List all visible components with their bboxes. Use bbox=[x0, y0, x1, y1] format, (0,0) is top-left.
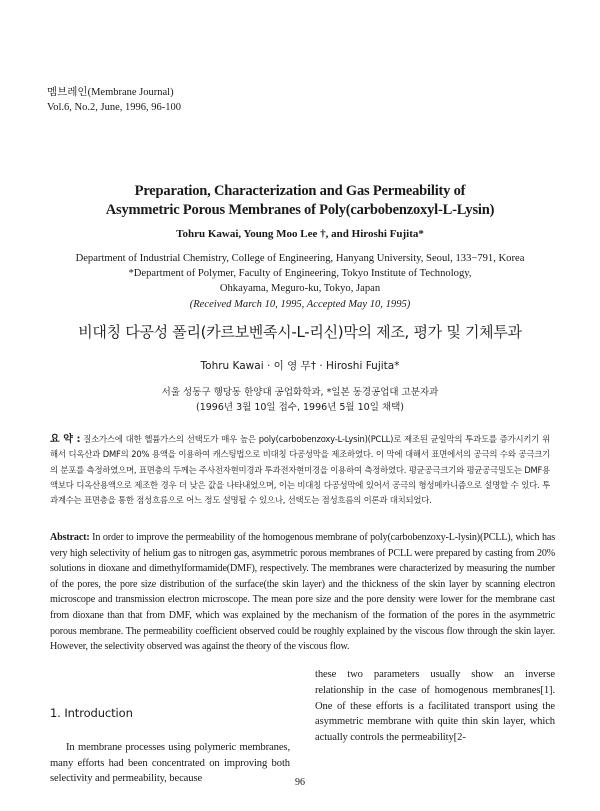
affiliation-2: *Department of Polymer, Faculty of Engineering, Tokyo Institute of Technology, bbox=[128, 268, 472, 280]
intro-paragraph-right: these two parameters usually show an inverse relationship in the case of homogenous membranes[1]. One of these efforts is a facilitated transport using the asymmetric membrane with quite thin skin layer, which actually controls the permeability[2- bbox=[315, 669, 555, 744]
intro-paragraph-left: In membrane processes using polymeric membranes, many efforts had been concentrated on improving both selectivity and permeability, because bbox=[50, 741, 290, 785]
abstract-text: In order to improve the permeability of the homogenous membrane of poly(carbobenzoxy-L-lysin)(PCLL), which has very high selectivity of helium gas to nitrogen gas, asymmetric porous membranes of PCLL were prepared by casting from 20% solutions in dioxane and dimethylformamide(DMF), respectively. The membranes were characterized by measuring the number of the pores, the pore size distribution of the surface(the skin layer) and the thickness of the skin layer by scanning electron microscope and transmission electron microscope. The mean pore size and the pore density were lower for the membrane cast from dioxane than that from DMF, which was explained by the mechanism of the formation of the pores in the asymmetric porous membrane. The permeability coefficient observed could be roughly explained by the viscous flow through the skin layer. However, the selectivity observed was against the theory of the viscous flow. bbox=[50, 532, 555, 653]
journal-header bbox=[47, 85, 181, 115]
abstract-label: Abstract: bbox=[50, 532, 90, 543]
korean-abstract-text: 질소가스에 대한 헬륨가스의 선택도가 매우 높은 poly(carbobenzoxy-L-Lysin)(PCLL)로 제조된 균일막의 투과도를 증가시키기 위해서 디옥산과 DMF의 20% 용액을 이용하여 캐스팅법으로 비대칭 다공성막을 제조하였다. 이 막에 대해서 표면에서의 공극의 수와 공극크기의 분포를 측정하였으며, 표면층의 두께는 주사전자현미경과 투과전자현미경을 이용하여 측정하였다. 평균공극크기와 평균공극밀도는 DMF용액보다 디옥산용액으로 제조한 경우 더 낮은 값을 나타내었으며, 이는 비대칭 다공성막에 있어서 공극의 형성메카니즘으로 설명할 수 있다. 투과계수는 표면층을 통한 점성흐름으로 어느 정도 설명될 수 있으나, 선택도는 점성흐름의 이론과 대치되었다. bbox=[50, 434, 550, 506]
received-dates: (Received March 10, 1995, Accepted May 10, 1995) bbox=[189, 298, 411, 310]
korean-received: (1996년 3월 10일 접수, 1996년 5월 10일 채택) bbox=[196, 402, 404, 413]
journal-name: 멤브레인(Membrane Journal) bbox=[47, 87, 174, 98]
korean-authors: Tohru Kawai · 이 영 무† · Hiroshi Fujita* bbox=[200, 360, 400, 372]
korean-abstract bbox=[50, 432, 550, 508]
title-line-2: Asymmetric Porous Membranes of Poly(carbobenzoxyl-L-Lysin) bbox=[105, 202, 495, 218]
section-heading: 1. Introduction bbox=[50, 706, 133, 720]
korean-title: 비대칭 다공성 폴리(카르보벤족시-L-리신)막의 제조, 평가 및 기체투과 bbox=[78, 323, 522, 341]
journal-citation: Vol.6, No.2, June, 1996, 96-100 bbox=[47, 102, 181, 113]
korean-affiliation-block bbox=[30, 385, 570, 415]
paper-title bbox=[40, 182, 560, 220]
left-column bbox=[50, 706, 290, 787]
korean-abstract-label: 요 약 : bbox=[50, 434, 81, 445]
authors: Tohru Kawai, Young Moo Lee †, and Hiroshi Fujita* bbox=[176, 228, 424, 240]
page-number: 96 bbox=[295, 777, 305, 788]
korean-affiliation: 서울 성동구 행당동 한양대 공업화학과, *일본 동경공업대 고분자과 bbox=[161, 387, 439, 398]
affiliation-3: Ohkayama, Meguro-ku, Tokyo, Japan bbox=[219, 283, 381, 295]
english-abstract bbox=[50, 530, 555, 655]
affiliation-1: Department of Industrial Chemistry, College of Engineering, Hanyang University, Seoul, 133−791, Korea bbox=[75, 253, 525, 264]
title-line-1: Preparation, Characterization and Gas Permeability of bbox=[134, 183, 466, 199]
affiliations bbox=[30, 251, 570, 312]
right-column bbox=[315, 667, 555, 746]
